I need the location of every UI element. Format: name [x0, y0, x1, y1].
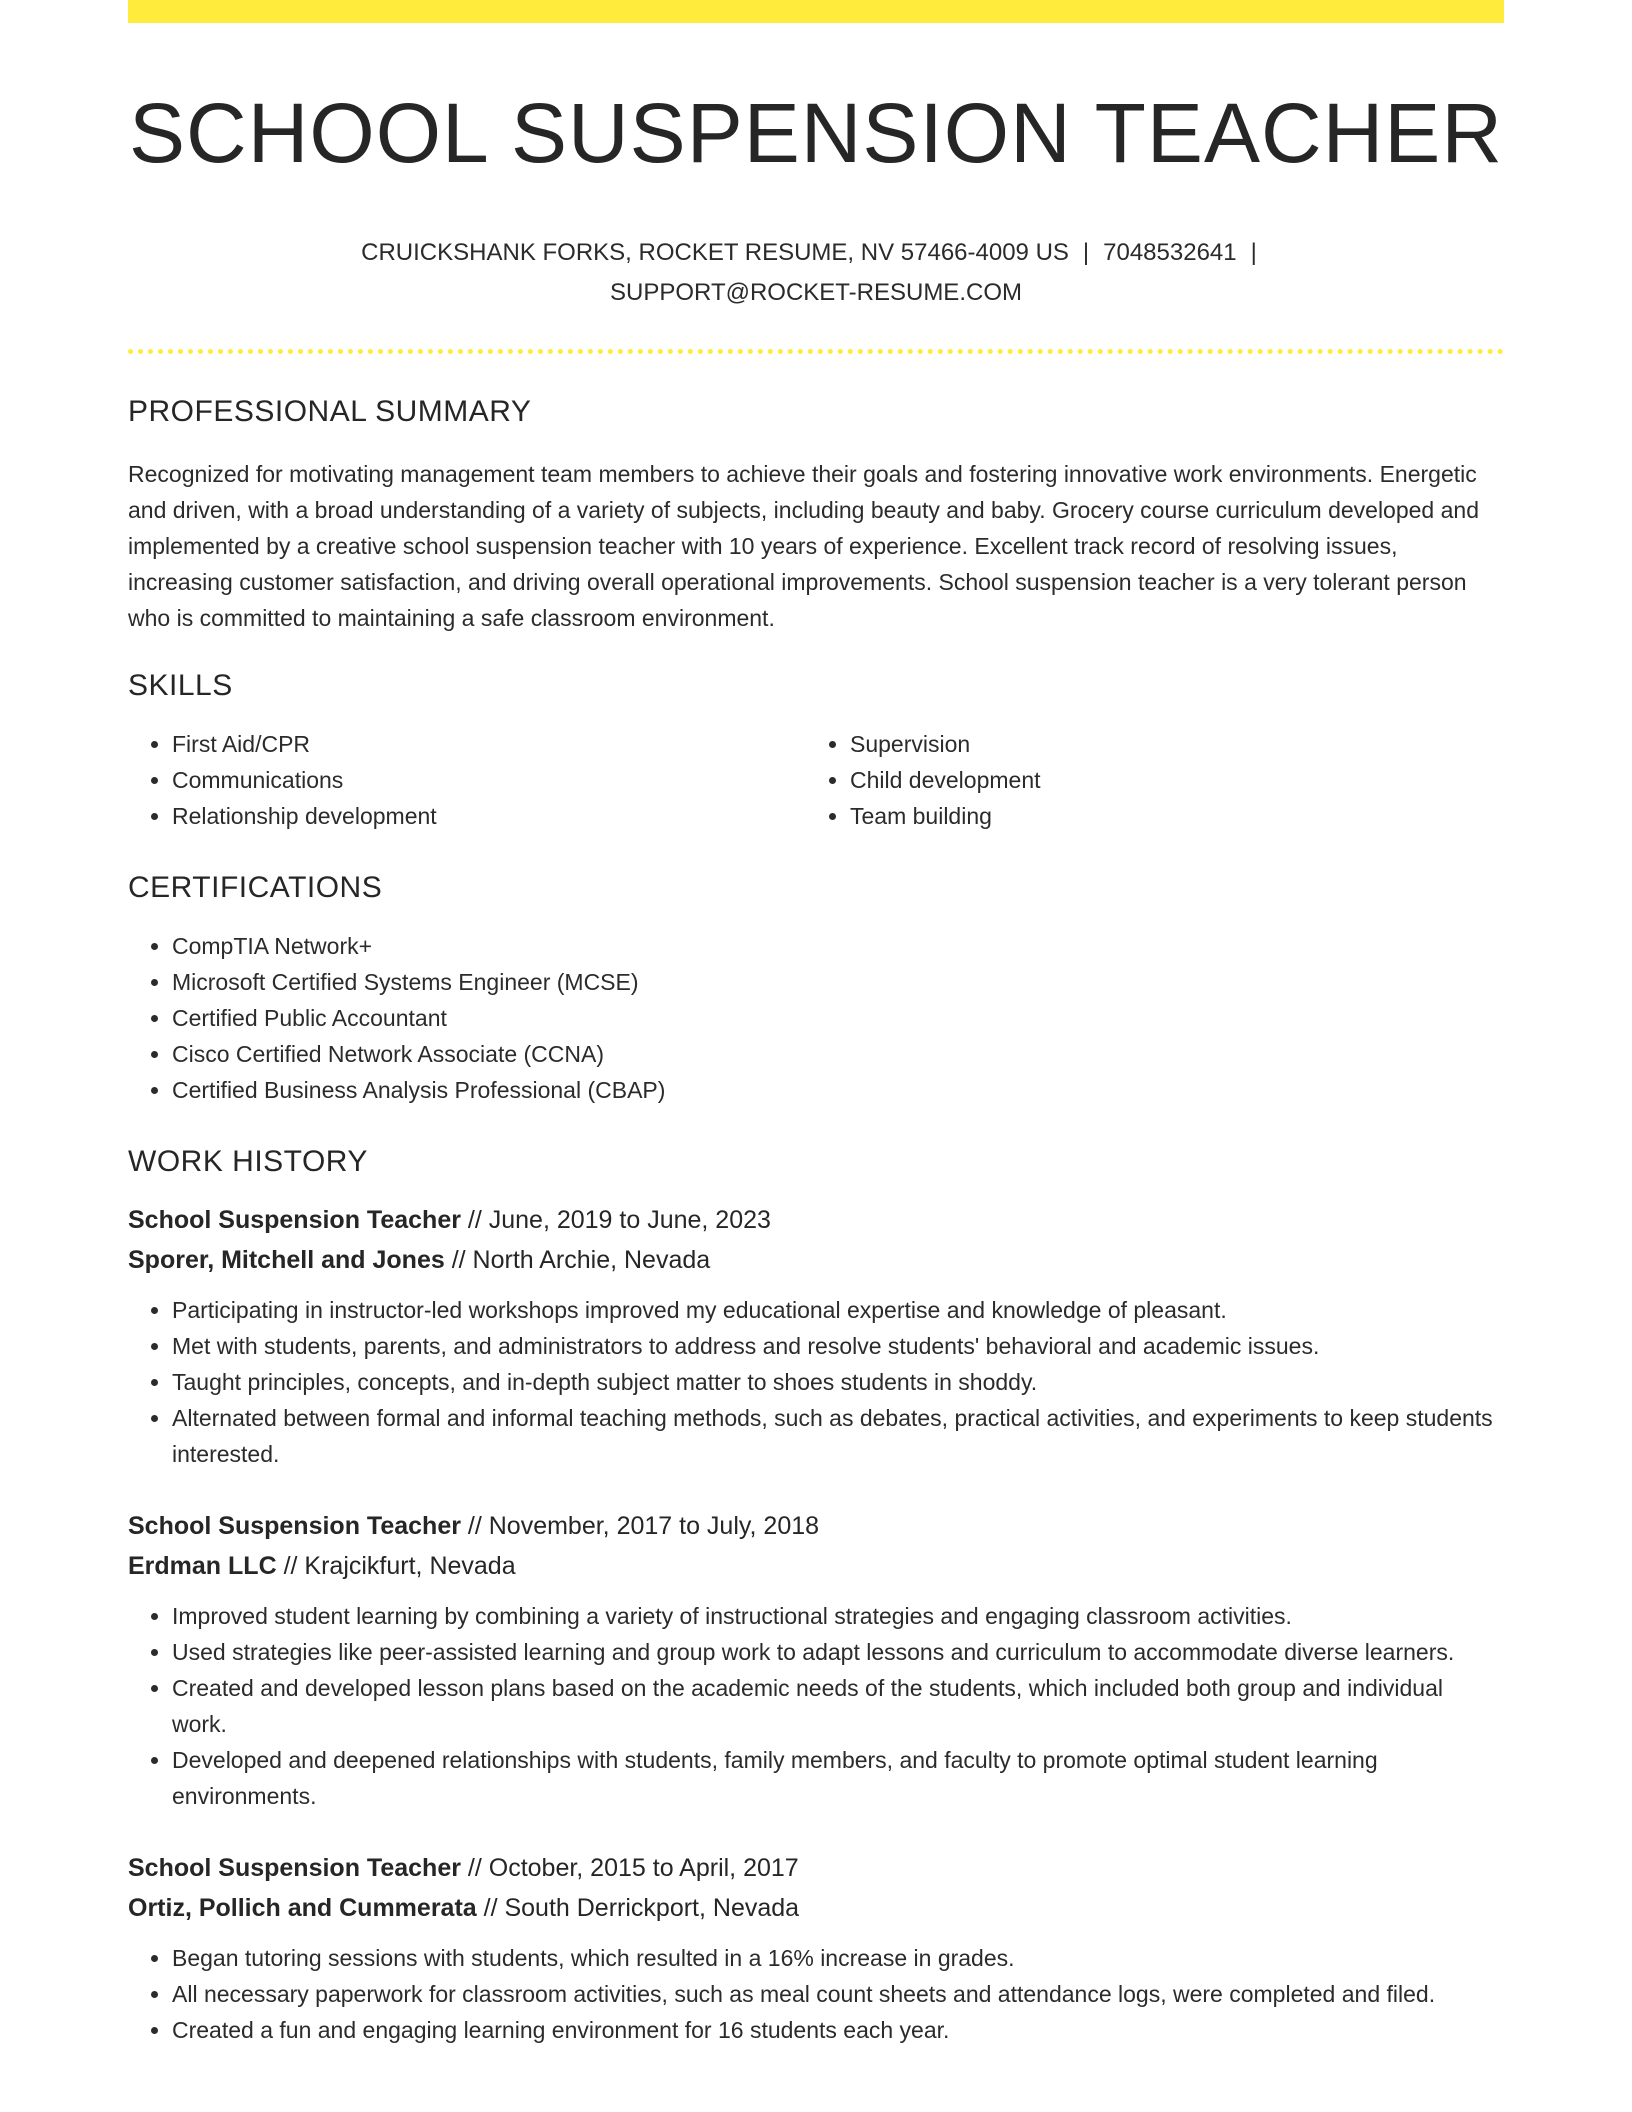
work-history-heading: WORK HISTORY: [128, 1145, 368, 1178]
certifications-section: [128, 868, 1504, 1108]
contact-info: [316, 233, 1316, 313]
job-bullet: • Participating in instructor-led workshops improved my educational expertise and knowledge of pleasant.: [172, 1292, 1504, 1328]
job-bullets: [128, 1940, 1504, 2048]
job-bullets: [128, 1598, 1504, 1814]
work-history-section: [128, 1142, 1504, 2048]
address: CRUICKSHANK FORKS, ROCKET RESUME, NV 57466-4009 US: [361, 239, 1069, 266]
job-title: School Suspension Teacher: [128, 1854, 461, 1882]
skill-item: • Child development: [850, 762, 1484, 798]
job-bullets: [128, 1292, 1504, 1472]
skill-item: • First Aid/CPR: [172, 726, 806, 762]
job-company: Ortiz, Pollich and Cummerata: [128, 1894, 477, 1922]
job-bullet: • Used strategies like peer-assisted learning and group work to adapt lessons and curriculum to accommodate diverse learners.: [172, 1634, 1504, 1670]
job-company: Sporer, Mitchell and Jones: [128, 1246, 445, 1274]
resume-name: SCHOOL SUSPENSION TEACHER: [129, 86, 1503, 180]
certifications-heading: CERTIFICATIONS: [128, 871, 383, 904]
job-bullet: • Alternated between formal and informal teaching methods, such as debates, practical activities, and experiments to keep students interested.: [172, 1400, 1504, 1472]
job-bullet: • Improved student learning by combining a variety of instructional strategies and engaging classroom activities.: [172, 1598, 1504, 1634]
job-location: // Krajcikfurt, Nevada: [283, 1552, 516, 1580]
skill-item: • Team building: [850, 798, 1484, 834]
email: SUPPORT@ROCKET-RESUME.COM: [610, 279, 1022, 306]
phone: 7048532641: [1103, 239, 1237, 266]
skill-item: • Communications: [172, 762, 806, 798]
job-company-line: [128, 1240, 1504, 1280]
certifications-list: [128, 928, 1504, 1108]
summary-text: Recognized for motivating management team members to achieve their goals and fostering innovative work environments. Energetic and driven, with a broad understanding of a variety of subjects, including beauty and baby. Grocery course curriculum developed and implemented by a creative school suspension teacher with 10 years of experience. Excellent track record of resolving issues, increasing customer satisfaction, and driving overall operational improvements. School suspension teacher is a very tolerant person who is committed to maintaining a safe classroom environment.: [128, 461, 1479, 631]
job-company: Erdman LLC: [128, 1552, 277, 1580]
certification-item: • Certified Business Analysis Professional (CBAP): [172, 1072, 1504, 1108]
job-title-line: [128, 1200, 1504, 1240]
skills-heading: SKILLS: [128, 669, 233, 702]
skills-grid: [128, 726, 1504, 834]
job-company-line: [128, 1546, 1504, 1586]
job-location: // North Archie, Nevada: [451, 1246, 711, 1274]
job-title-line: [128, 1848, 1504, 1888]
job-title: School Suspension Teacher: [128, 1206, 461, 1234]
job-bullet: • Developed and deepened relationships with students, family members, and faculty to promote optimal student learning environments.: [172, 1742, 1504, 1814]
job-dates: // June, 2019 to June, 2023: [467, 1206, 771, 1234]
job-title: School Suspension Teacher: [128, 1512, 461, 1540]
skills-list-right: [806, 726, 1484, 834]
summary-heading: PROFESSIONAL SUMMARY: [128, 395, 532, 428]
job-bullet: • Began tutoring sessions with students, which resulted in a 16% increase in grades.: [172, 1940, 1504, 1976]
summary-section: [128, 392, 1504, 636]
job-bullet: • Created a fun and engaging learning environment for 16 students each year.: [172, 2012, 1504, 2048]
contact-separator: |: [1082, 239, 1090, 266]
certification-item: • Cisco Certified Network Associate (CCNA): [172, 1036, 1504, 1072]
job-location: // South Derrickport, Nevada: [483, 1894, 800, 1922]
skill-item: • Supervision: [850, 726, 1484, 762]
job-bullet: • Met with students, parents, and administrators to address and resolve students' behavioral and academic issues.: [172, 1328, 1504, 1364]
job-dates: // November, 2017 to July, 2018: [467, 1512, 820, 1540]
job-dates: // October, 2015 to April, 2017: [467, 1854, 799, 1882]
skills-section: [128, 666, 1504, 834]
resume-page: [128, 0, 1504, 2048]
top-accent-bar: [128, 0, 1504, 23]
dotted-divider: [128, 349, 1504, 354]
contact-separator: |: [1250, 239, 1257, 266]
job-entry: [128, 1848, 1504, 2048]
job-bullet: • All necessary paperwork for classroom activities, such as meal count sheets and attendance logs, were completed and filed.: [172, 1976, 1504, 2012]
job-bullet: • Taught principles, concepts, and in-depth subject matter to shoes students in shoddy.: [172, 1364, 1504, 1400]
skill-item: • Relationship development: [172, 798, 806, 834]
job-bullet: • Created and developed lesson plans based on the academic needs of the students, which included both group and individual work.: [172, 1670, 1504, 1742]
skills-list-left: [128, 726, 806, 834]
job-company-line: [128, 1888, 1504, 1928]
certification-item: • Microsoft Certified Systems Engineer (MCSE): [172, 964, 1504, 1000]
job-title-line: [128, 1506, 1504, 1546]
job-entry: [128, 1200, 1504, 1472]
certification-item: • CompTIA Network+: [172, 928, 1504, 964]
job-entry: [128, 1506, 1504, 1814]
certification-item: • Certified Public Accountant: [172, 1000, 1504, 1036]
